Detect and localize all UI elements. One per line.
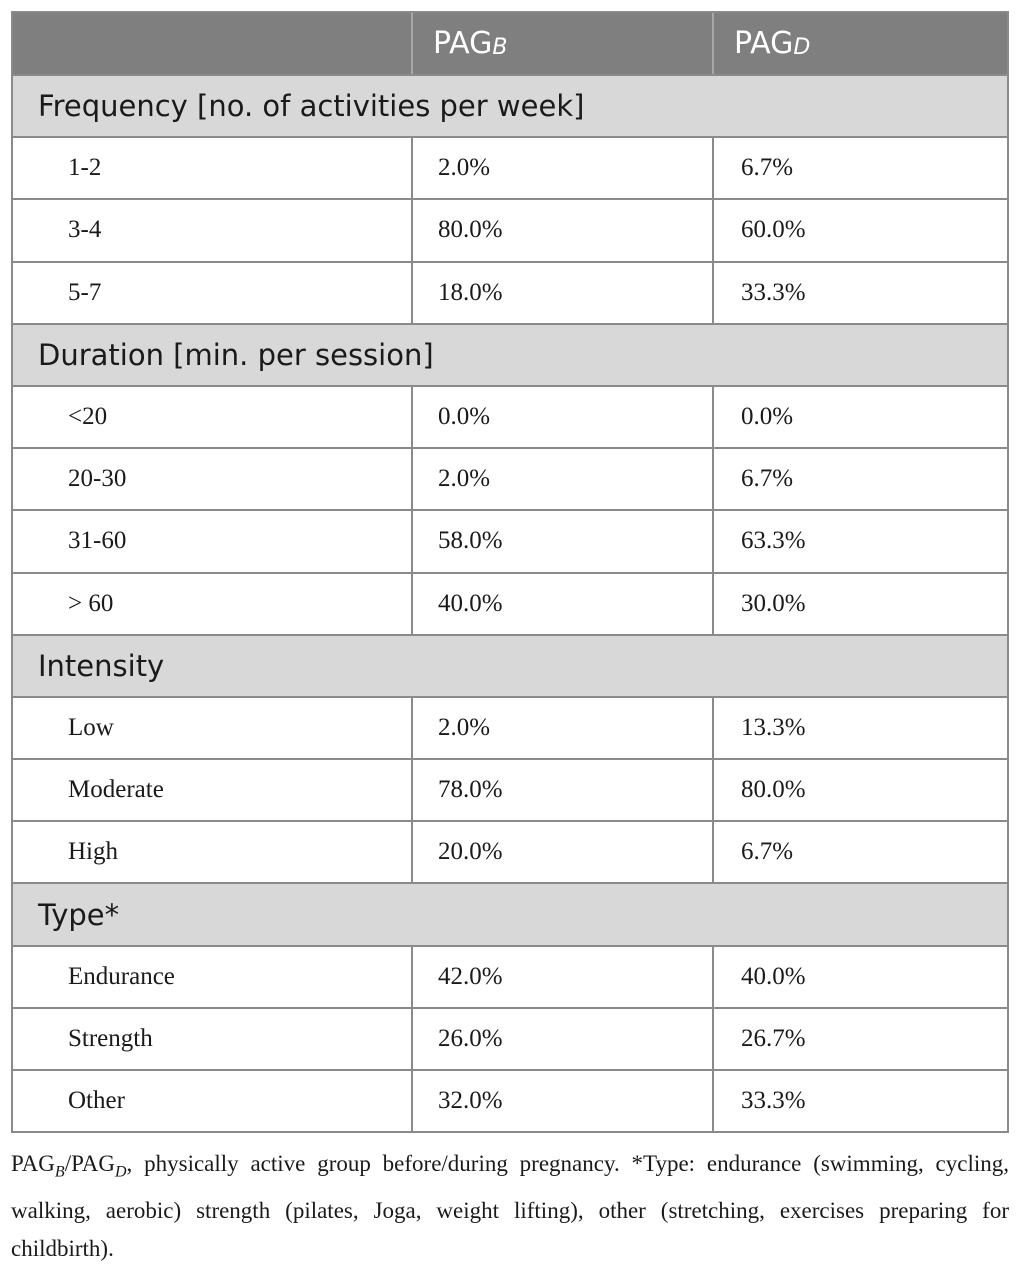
row-value-d: 60.0% xyxy=(741,216,806,244)
table-row xyxy=(13,385,1007,447)
table-row xyxy=(13,1069,1007,1131)
table-row xyxy=(13,572,1007,634)
section-header-duration xyxy=(13,323,1007,385)
row-value-d: 6.7% xyxy=(741,838,794,866)
header-pag-b-sub: B xyxy=(492,35,508,60)
row-value-b: 58.0% xyxy=(413,511,714,571)
row-label: Low xyxy=(13,698,413,758)
table-footnote xyxy=(11,1145,1009,1268)
section-title: Intensity xyxy=(38,648,165,683)
table-row xyxy=(13,447,1007,509)
row-label: 20-30 xyxy=(13,449,413,509)
table-row xyxy=(13,261,1007,323)
row-value-b: 42.0% xyxy=(413,947,714,1007)
row-value-d: 33.3% xyxy=(741,1087,806,1115)
row-label: 31-60 xyxy=(13,511,413,571)
row-value-d: 6.7% xyxy=(741,465,794,493)
row-value-b: 2.0% xyxy=(413,698,714,758)
header-pag-b xyxy=(413,13,714,74)
footnote-slash-pag: /PAG xyxy=(64,1151,115,1176)
row-value-b: 80.0% xyxy=(413,200,714,260)
row-value-d: 6.7% xyxy=(741,154,794,182)
row-label: Moderate xyxy=(13,760,413,820)
row-label: 1-2 xyxy=(13,138,413,198)
row-value-b: 0.0% xyxy=(413,387,714,447)
row-value-d: 80.0% xyxy=(741,776,806,804)
table-row xyxy=(13,696,1007,758)
row-value-d: 63.3% xyxy=(741,527,806,555)
section-header-type xyxy=(13,882,1007,944)
row-value-d: 26.7% xyxy=(741,1024,806,1052)
table-row xyxy=(13,509,1007,571)
row-value-b: 40.0% xyxy=(413,574,714,634)
header-empty-cell xyxy=(13,13,413,74)
row-value-b: 2.0% xyxy=(413,138,714,198)
header-pag-b-main: PAG xyxy=(433,26,493,61)
row-label: Endurance xyxy=(13,947,413,1007)
table-row xyxy=(13,136,1007,198)
row-value-b: 78.0% xyxy=(413,760,714,820)
row-label: Strength xyxy=(13,1009,413,1069)
row-value-d: 30.0% xyxy=(741,589,806,617)
row-label: High xyxy=(13,822,413,882)
table-row xyxy=(13,1007,1007,1069)
row-label: > 60 xyxy=(13,574,413,634)
section-title: Duration [min. per session] xyxy=(38,337,434,372)
table-row xyxy=(13,198,1007,260)
footnote-sub-b: B xyxy=(54,1163,65,1181)
section-title: Frequency [no. of activities per week] xyxy=(38,89,585,124)
header-pag-d-sub: D xyxy=(793,35,811,60)
row-value-d: 0.0% xyxy=(741,403,794,431)
row-label: <20 xyxy=(13,387,413,447)
header-pag-d-main: PAG xyxy=(734,26,794,61)
table-header-row xyxy=(13,13,1007,74)
table-row xyxy=(13,945,1007,1007)
section-header-intensity xyxy=(13,634,1007,696)
section-title: Type* xyxy=(38,897,120,932)
row-label: Other xyxy=(13,1071,413,1131)
section-header-frequency xyxy=(13,74,1007,136)
row-value-d: 33.3% xyxy=(741,278,806,306)
row-value-b: 26.0% xyxy=(413,1009,714,1069)
footnote-sub-d: D xyxy=(114,1163,127,1181)
row-value-d: 40.0% xyxy=(741,962,806,990)
row-label: 5-7 xyxy=(13,263,413,323)
row-value-b: 20.0% xyxy=(413,822,714,882)
table-row xyxy=(13,820,1007,882)
row-value-b: 2.0% xyxy=(413,449,714,509)
row-value-d: 13.3% xyxy=(741,713,806,741)
table-row xyxy=(13,758,1007,820)
row-value-b: 18.0% xyxy=(413,263,714,323)
data-table xyxy=(11,11,1009,1133)
row-value-b: 32.0% xyxy=(413,1071,714,1131)
footnote-pag: PAG xyxy=(11,1151,55,1176)
row-label: 3-4 xyxy=(13,200,413,260)
header-pag-d xyxy=(714,13,1007,74)
footnote-text: , physically active group before/during pregnancy. *Type: endurance (swimming, cycling, walking, aerobic) strength (pilates, Joga, weight lifting), other (stretching, exercises preparing for childbirth). xyxy=(11,1151,1009,1261)
